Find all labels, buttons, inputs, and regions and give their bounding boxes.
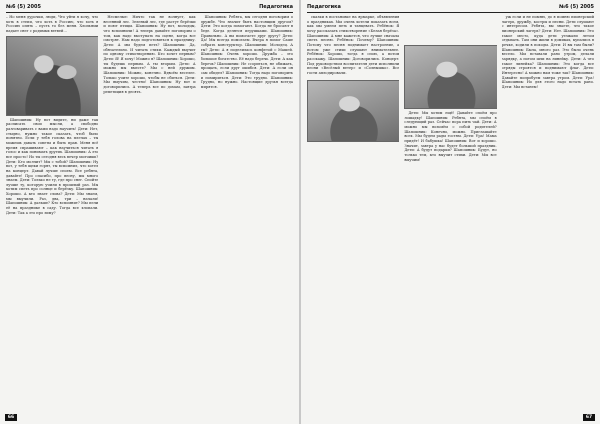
dialogue-text: Шапошник: Ну вот видите, ни даже так расписать свои мысли, а свободно разговаривать с вами надо научить! Дети: Нет, стыдно, нужно такое сказать, чтоб было понятно. Если у тебя голова на плечах – ты можешь давать советы и быть прав. Меня всё время спрашивают – как научиться читать в голос и как понимать других. Шапошник: А это все просто! Но ты сегодня весь вечер молчишь? Дети: Кто молчит? Мы с тобой? Шапошник: Ну вот, у тебя щеки горят, ты вспомнил, что хотел на концерт. Давай лучше споем. Все ребята, давайте! Про спасибо, про весну, мы много знаем. Дети: Только не ту, где про снег. Спойте лучше ту, которую учили в прошлый раз. Мы хотим спеть про солнце и берёзку. Шапошник: Хорошо. А кто знает слова? Дети: Мы знаем, мы выучили. Раз, два, три – начали! Шапошник: А дальше? Кто вспомнит? Мы пели её на празднике в саду. Тогда все хлопали. Дети: Так а это про зиму? bbox=[6, 117, 99, 215]
page-number: 67 bbox=[583, 414, 595, 421]
dialogue-text: Шапошник: Ребята, мы сегодня поговорим о дружбе. Что значит быть настоящим другом? Дети: Это когда помогают. Когда не бросают в беде. Когда делятся игрушками. Шапошник: Правильно. А вы помогаете друг другу? Дети: Да! Мы всегда помогаем. Вчера я помог Саше собрать конструктор. Шапошник: Молодец. А ты? Дети: А я поделилась конфетой с Машей. Шапошник: Очень хорошо. Дружба – это большое богатство. Её надо беречь. Дети: А как беречь? Шапошник: Не ссориться, не обижать, прощать, если друг ошибся. Дети: А если он сам обидел? Шапошник: Тогда надо поговорить и помириться. Дети: Это трудно. Шапошник: Трудно, но нужно. Настоящие друзья всегда мирятся. bbox=[200, 15, 293, 89]
issue-number: №6 (5) 2005 bbox=[559, 4, 594, 10]
right-column-3 bbox=[502, 15, 594, 411]
dialogue-text: Несмелые: Ничто так не волнует, как весенний лес. Зеленый лес, где растут берёзки и поют птицы. Шапошник: Ну вот, молодцы, что вспомнили! А теперь давайте поговорим о том, как надо выступать на сцене, когда все смотрят. Нам надо подготовиться к празднику. Дети: А мы будем петь? Шапошник: Да, обязательно. И читать стихи. Каждый выучит по одному стихотворению. Кто хочет первым? Дети: Я! Я хочу! Можно я? Шапошник: Хорошо, ты будешь первым. А ты вторым. Дети: А можно мы вместе? Мы с ней дружим. Шапошник: Можно, конечно. Вдвоём веселее. Только учите хорошо, чтобы не сбиться. Дети: Мы выучим, честно! Шапошник: Ну вот и договорились. А теперь все по домам, завтра репетиция в десять. bbox=[103, 15, 196, 94]
left-page-header bbox=[6, 3, 293, 13]
dialogue-text: уж если и не помню, до я помню пионерский лагерь, дружбу, костры и песни. Дети слушают с интересом. Ребята, вы знаете, что такое пионерский лагерь? Дети: Нет. Шапошник: Это такое место, куда дети уезжали летом отдыхать. Там они жили в домиках, купались в речке, ходили в походы. Дети: И вы там были? Шапошник: Была, много раз. Это было очень весело. Мы вставали рано утром, делали зарядку, а потом шли на линейку. Дети: А что такое линейка? Шапошник: Это когда все отряды строятся и поднимают флаг. Дети: Интересно! А можно нам тоже так? Шапошник: Давайте попробуем завтра утром. Дети: Ура! Шапошник: Но для этого надо встать рано. Дети: Мы встанем! bbox=[501, 15, 594, 89]
poem-excerpt: – Но меня дурочки, люди, Что уйти я хочу, что хоть в степи, что хоть в Россию, что хоть в Россию опять – пусть то без меня. Хлопьями падает снег с родимых ветвей… bbox=[6, 15, 99, 33]
right-column-2 bbox=[404, 15, 496, 411]
left-column-2 bbox=[103, 15, 195, 411]
left-page bbox=[0, 0, 299, 424]
section-title: Педагогика bbox=[307, 4, 341, 10]
dialogue-text: сказки в постановке на ярмарке, объявления о праздниках. Мы очень хотели показать всем, как мы умеем петь и танцевать. Ребёнок: Я хочу рассказать стихотворение «Белая берёза». Шапошник: А мне кажется, что лучше сначала спеть песню. Ребёнок: Почему? Шапошник: Потому что песня поднимает настроение, а потом уже стихи слушают внимательнее. Ребёнок: Хорошо, тогда я спою, а потом расскажу. Шапошник: Договорились. Концерт: Под руководством воспитателя дети исполнили песни «Весёлый ветер» и «Солнышко». Все гости аплодировали. bbox=[307, 15, 400, 75]
dialogue-text: Дети: Мы хотим ещё! Давайте споём про лошадку! Шапошник: Ребята, мы споём в следующий раз. Сейчас пора пить чай. Дети: А можно мы возьмём с собой родителей? Шапошник: Конечно, можно. Приглашайте всех. Мы будем рады гостям. Дети: Ура! Мама придёт! И бабушка! Шапошник: Вот и хорошо. Значит, завтра у нас будет большой праздник. Дети: А будут подарки? Шапошник: Будут, но только тем, кто выучит стихи. Дети: Мы все выучим! bbox=[404, 111, 497, 162]
right-page-header bbox=[307, 3, 594, 13]
section-title: Педагогика bbox=[259, 4, 293, 10]
right-column-1 bbox=[307, 15, 399, 411]
right-page bbox=[301, 0, 600, 424]
photo-child-portrait bbox=[404, 45, 496, 109]
issue-number: №6 (5) 2005 bbox=[6, 4, 41, 10]
left-column-3 bbox=[201, 15, 293, 411]
photo-group-children bbox=[6, 36, 98, 116]
left-page-columns bbox=[6, 15, 293, 411]
right-page-columns bbox=[307, 15, 594, 411]
left-column-1 bbox=[6, 15, 98, 411]
photo-performance bbox=[307, 80, 399, 142]
page-number: 66 bbox=[5, 414, 17, 421]
